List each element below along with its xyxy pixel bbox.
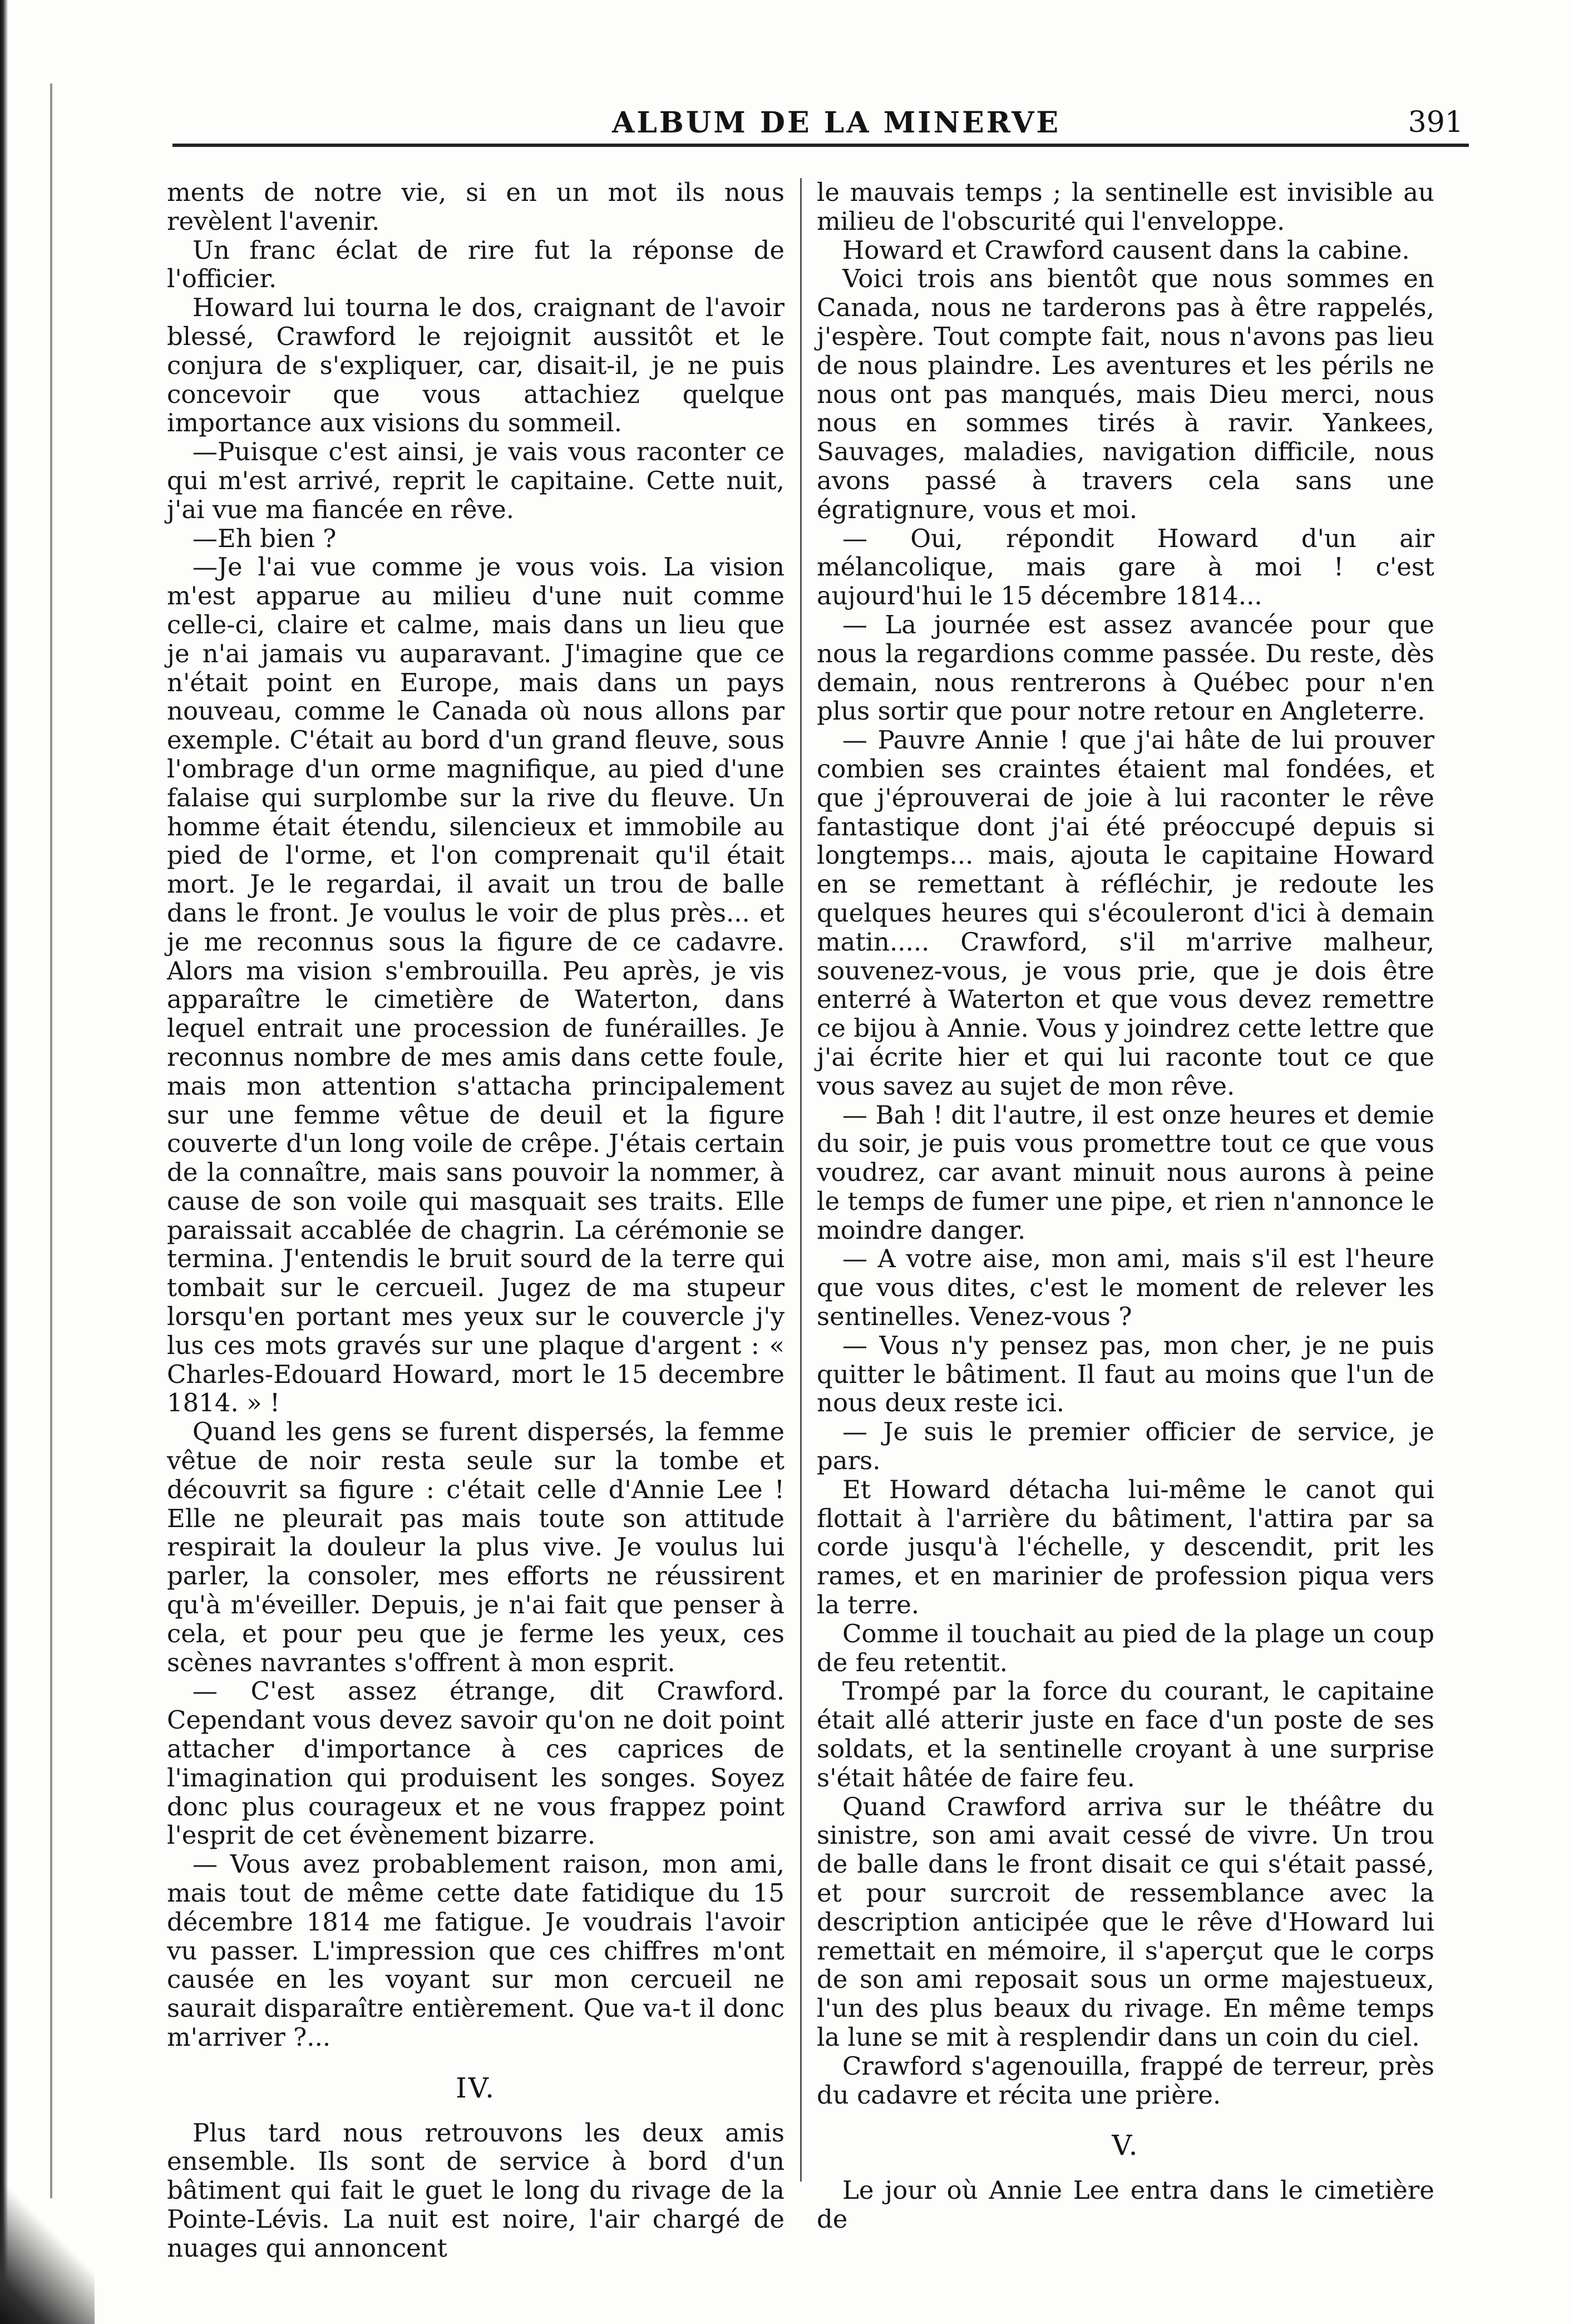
paragraph: —Je l'ai vue comme je vous vois. La vision m'est apparue au milieu d'une nuit comme celle-ci, claire et calme, mais dans un lieu que je n'ai jamais vu auparavant. J'imagine que ce n'était point en Europe, mais dans un pays nouveau, comme le Canada où nous allons par exemple. C'était au bord d'un grand fleuve, sous l'ombrage d'un orme magnifique, au pied d'une falaise qui surplombe sur la rive du fleuve. Un homme était étendu, silencieux et immobile au pied de l'orme, et l'on comprenait qu'il était mort. Je le regardai, il avait un trou de balle dans le front. Je voulus le voir de plus près... et je me reconnus sous la figure de ce cadavre. Alors ma vision s'embrouilla. Peu après, je vis apparaître le cimetière de Waterton, dans lequel entrait une procession de funérailles. Je reconnus nombre de mes amis dans cette foule, mais mon attention s'attacha principalement sur une femme vêtue de deuil et la figure couverte d'un long voile de crêpe. J'étais certain de la connaître, mais sans pouvoir la nommer, à cause de son voile qui masquait ses traits. Elle paraissait accablée de chagrin. La cérémonie se termina. J'entendis le bruit sourd de la terre qui tombait sur le cercueil. Jugez de ma stupeur lorsqu'en portant mes yeux sur le couvercle j'y lus ces mots gravés sur une plaque d'argent : « Charles-Edouard Howard, mort le 15 decembre 1814. » ! xyxy=(167,552,784,1418)
page-binding-edge xyxy=(0,0,8,2324)
page-number: 391 xyxy=(1408,106,1463,139)
section-heading-iv: IV. xyxy=(455,2071,496,2104)
paragraph: Trompé par la force du courant, le capitaine était allé atterir juste en face d'un poste de ses soldats, et la sentinelle croyant à une surprise s'était hâtée de faire feu. xyxy=(817,1676,1434,1793)
paragraph: Crawford s'agenouilla, frappé de terreur, près du cadavre et récita une prière. xyxy=(817,2051,1434,2110)
paragraph: Plus tard nous retrouvons les deux amis ensemble. Ils sont de service à bord d'un bâtiment qui fait le guet le long du rivage de la Pointe-Lévis. La nuit est noire, l'air chargé de nuages qui annoncent xyxy=(167,2118,784,2263)
paragraph: — A votre aise, mon ami, mais s'il est l'heure que vous dites, c'est le moment de relever les sentinelles. Venez-vous ? xyxy=(817,1244,1434,1332)
column-divider xyxy=(800,178,802,2182)
right-column xyxy=(817,178,1434,2234)
paragraph: — Bah ! dit l'autre, il est onze heures et demie du soir, je puis vous promettre tout ce que vous voudrez, car avant minuit nous aurons à peine le temps de fumer une pipe, et rien n'annonce le moindre danger. xyxy=(817,1100,1434,1245)
paragraph: —Puisque c'est ainsi, je vais vous raconter ce qui m'est arrivé, reprit le capitaine. Cette nuit, j'ai vue ma fiancée en rêve. xyxy=(167,437,784,524)
running-title: ALBUM DE LA MINERVE xyxy=(612,106,1061,140)
header-rule xyxy=(172,144,1469,147)
paragraph: — Vous avez probablement raison, mon ami, mais tout de même cette date fatidique du 15 décembre 1814 me fatigue. Je voudrais l'avoir vu passer. L'impression que ces chiffres m'ont causée en les voyant sur mon cercueil ne saurait disparaître entièrement. Que va-t il donc m'arriver ?... xyxy=(167,1849,784,2052)
section-heading-v: V. xyxy=(1112,2129,1139,2162)
paragraph: Howard lui tourna le dos, craignant de l'avoir blessé, Crawford le rejoignit aussitôt et le conjura de s'expliquer, car, disait-il, je ne puis concevoir que vous attachiez quelque importance aux visions du sommeil. xyxy=(167,293,784,438)
paragraph: —Eh bien ? xyxy=(193,523,337,553)
running-head xyxy=(167,67,1463,150)
paragraph: ments de notre vie, si en un mot ils nous revèlent l'avenir. xyxy=(167,178,784,236)
paragraph: Le jour où Annie Lee entra dans le cimetière de xyxy=(817,2175,1434,2234)
paragraph: Quand Crawford arriva sur le théâtre du sinistre, son ami avait cessé de vivre. Un trou de balle dans le front disait ce qui s'était passé, et pour surcroit de ressemblance avec la description anticipée que le rêve d'Howard lui remettait en mémoire, il s'aperçut que le corps de son ami reposait sous un orme majestueux, l'un des plus beaux du rivage. En même temps la lune se mit à resplendir dans un coin du ciel. xyxy=(817,1791,1434,2052)
paragraph: Voici trois ans bientôt que nous sommes en Canada, nous ne tarderons pas à être rappelés, j'espère. Tout compte fait, nous n'avons pas lieu de nous plaindre. Les aventures et les périls ne nous ont pas manqués, mais Dieu merci, nous nous en sommes tirés à ravir. Yankees, Sauvages, maladies, navigation difficile, nous avons passé à travers cela sans une égratignure, vous et moi. xyxy=(817,264,1434,524)
paragraph: — Vous n'y pensez pas, mon cher, je ne puis quitter le bâtiment. Il faut au moins que l'un de nous deux reste ici. xyxy=(817,1330,1434,1418)
binding-shadow xyxy=(0,2035,95,2324)
paragraph: Un franc éclat de rire fut la réponse de l'officier. xyxy=(167,235,784,294)
paragraph: le mauvais temps ; la sentinelle est invisible au milieu de l'obscurité qui l'enveloppe. xyxy=(817,178,1434,236)
paragraph: Comme il touchait au pied de la plage un coup de feu retentit. xyxy=(817,1618,1434,1677)
paragraph: — C'est assez étrange, dit Crawford. Cependant vous devez savoir qu'on ne doit point attacher d'importance à ces caprices de l'imagination qui produisent les songes. Soyez donc plus courageux et ne vous frappez point l'esprit de cet évènement bizarre. xyxy=(167,1676,785,1850)
paragraph: — Je suis le premier officier de service, je pars. xyxy=(817,1417,1434,1476)
left-column xyxy=(167,178,784,2263)
paragraph: Et Howard détacha lui-même le canot qui flottait à l'arrière du bâtiment, l'attira par sa corde jusqu'à l'échelle, y descendit, prit les rames, et en marinier de profession piqua vers la terre. xyxy=(817,1474,1434,1620)
margin-rule xyxy=(50,83,52,2198)
paragraph: — Pauvre Annie ! que j'ai hâte de lui prouver combien ses craintes étaient mal fondées, et que j'éprouverai de joie à lui raconter le rêve fantastique dont j'ai été préoccupé depuis si longtemps... mais, ajouta le capitaine Howard en se remettant à réfléchir, je redoute les quelques heures qui s'écouleront d'ici à demain matin..... Crawford, s'il m'arrive malheur, souvenez-vous, je vous prie, que je dois être enterré à Waterton et que vous devez remettre ce bijou à Annie. Vous y joindrez cette lettre que j'ai écrite hier et qui lui raconte tout ce que vous savez au sujet de mon rêve. xyxy=(817,725,1434,1101)
paragraph: — La journée est assez avancée pour que nous la regardions comme passée. Du reste, dès demain, nous rentrerons à Québec pour n'en plus sortir que pour notre retour en Angleterre. xyxy=(817,609,1434,726)
paragraph: Howard et Crawford causent dans la cabine. xyxy=(842,235,1410,265)
paragraph: Quand les gens se furent dispersés, la femme vêtue de noir resta seule sur la tombe et découvrit sa figure : c'était celle d'Annie Lee ! Elle ne pleurait pas mais toute son attitude respirait la douleur la plus vive. Je voulus lui parler, la consoler, mes efforts ne réussirent qu'à m'éveiller. Depuis, je n'ai fait que penser à cela, et pour peu que je ferme les yeux, ces scènes navrantes s'offrent à mon esprit. xyxy=(167,1417,784,1677)
paragraph: — Oui, répondit Howard d'un air mélancolique, mais gare à moi ! c'est aujourd'hui le 15 décembre 1814... xyxy=(817,523,1434,611)
